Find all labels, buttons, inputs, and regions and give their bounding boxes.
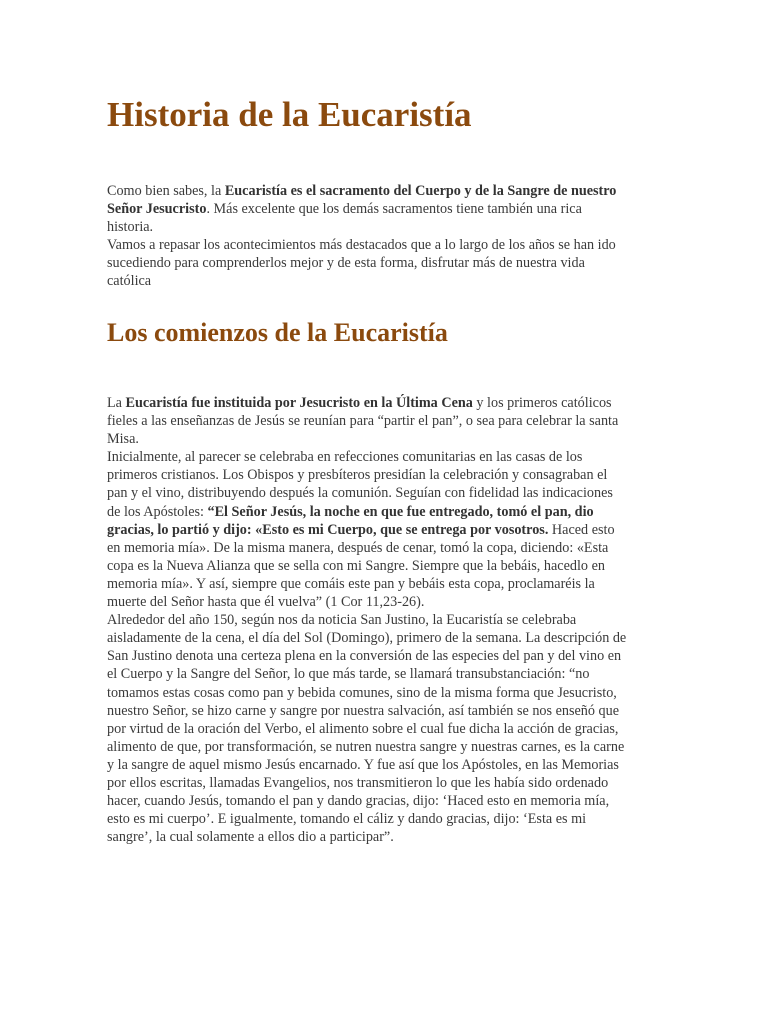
text-run: sucediendo para comprenderlos mejor y de esta forma, disfrutar más de nuestra vida bbox=[107, 255, 585, 272]
text-run: esto es mi cuerpo’. E igualmente, tomando el cáliz y dando gracias, dijo: ‘Esta es mi bbox=[107, 811, 587, 828]
text-line bbox=[107, 557, 667, 575]
text-run: San Justino denota una certeza plena en la conversión de las especies del pan y del vino en bbox=[107, 648, 622, 665]
text-line bbox=[107, 684, 667, 702]
text-line bbox=[107, 792, 667, 810]
text-run: y la sangre de aquel mismo Jesús encarnado. Y fue así que los Apóstoles, en las Memorias bbox=[107, 756, 619, 773]
text-run: por ellos escritas, llamadas Evangelios, nos transmitieron lo que les había sido ordenado bbox=[107, 774, 609, 791]
text-run: Inicialmente, al parecer se celebraba en refecciones comunitarias en las casas de los bbox=[107, 449, 583, 466]
text-run: historia. bbox=[107, 219, 154, 236]
text-line bbox=[107, 756, 667, 774]
text-line bbox=[107, 503, 667, 521]
section-heading: Los comienzos de la Eucaristía bbox=[107, 318, 448, 347]
text-run: Haced esto bbox=[548, 521, 615, 538]
intro-paragraph bbox=[107, 182, 667, 291]
text-run: sangre’, la cual solamente a ellos dio a participar”. bbox=[107, 829, 394, 846]
bold-text-run: Eucaristía fue instituida por Jesucristo en la Última Cena bbox=[125, 395, 473, 411]
text-line bbox=[107, 629, 667, 647]
text-line bbox=[107, 738, 667, 756]
text-line bbox=[107, 702, 667, 720]
text-line bbox=[107, 521, 667, 539]
text-line bbox=[107, 539, 667, 557]
text-line bbox=[107, 394, 667, 412]
text-run: Como bien sabes, la bbox=[107, 183, 225, 199]
text-run: primeros cristianos. Los Obispos y presbíteros presidían la celebración y consagraban el bbox=[107, 467, 608, 484]
text-run: hacer, cuando Jesús, tomando el pan y dando gracias, dijo: ‘Haced esto en memoria mía, bbox=[107, 793, 610, 810]
text-run: . Más excelente que los demás sacramentos tiene también una rica bbox=[206, 201, 582, 218]
text-line bbox=[107, 720, 667, 738]
text-run: el Cuerpo y la Sangre del Señor, lo que más tarde, se llamará transubstanciación: “no bbox=[107, 666, 590, 683]
text-line bbox=[107, 448, 667, 466]
text-run: nuestro Señor, se hizo carne y sangre por nuestra salvación, así también se nos enseñó que bbox=[107, 702, 619, 719]
text-run: alimento de que, por transformación, se nutren nuestra sangre y nuestras carnes, es la carne bbox=[107, 738, 625, 755]
text-line bbox=[107, 218, 667, 236]
text-run: tomamos estas cosas como pan y bebida comunes, sino de la misma forma que Jesucristo, bbox=[107, 684, 617, 701]
text-line bbox=[107, 665, 667, 683]
text-run: muerte del Señor hasta que él vuelva” (1 Cor 11,23-26). bbox=[107, 594, 425, 611]
text-line bbox=[107, 272, 667, 290]
text-line bbox=[107, 575, 667, 593]
text-line bbox=[107, 484, 667, 502]
text-line bbox=[107, 810, 667, 828]
text-line bbox=[107, 200, 667, 218]
text-run: copa es la Nueva Alianza que se sella con mi Sangre. Siempre que la bebáis, hacedlo en bbox=[107, 557, 605, 574]
text-line bbox=[107, 466, 667, 484]
text-line bbox=[107, 236, 667, 254]
text-line bbox=[107, 593, 667, 611]
text-line bbox=[107, 647, 667, 665]
text-run: Vamos a repasar los acontecimientos más destacados que a lo largo de los años se han ido bbox=[107, 237, 616, 254]
bold-text-run: “El Señor Jesús, la noche en que fue entregado, tomó el pan, dio bbox=[207, 503, 594, 520]
bold-text-run: gracias, lo partió y dijo: «Esto es mi Cuerpo, que se entrega por vosotros. bbox=[107, 521, 549, 538]
bold-text-run: Señor Jesucristo bbox=[107, 201, 207, 218]
text-run: La bbox=[107, 395, 126, 411]
text-line bbox=[107, 828, 667, 846]
text-line bbox=[107, 774, 667, 792]
text-run: católica bbox=[107, 273, 152, 290]
text-line bbox=[107, 182, 667, 200]
text-run: Alrededor del año 150, según nos da noticia San Justino, la Eucaristía se celebraba bbox=[107, 612, 577, 629]
text-line bbox=[107, 611, 667, 629]
text-line bbox=[107, 412, 667, 430]
text-run: de los Apóstoles: bbox=[107, 503, 208, 520]
page-title: Historia de la Eucaristía bbox=[107, 95, 472, 134]
text-run: pan y el vino, distribuyendo después la comunión. Seguían con fidelidad las indicaciones bbox=[107, 485, 613, 502]
text-run: en memoria mía». De la misma manera, después de cenar, tomó la copa, diciendo: «Esta bbox=[107, 539, 609, 556]
bold-text-run: Eucaristía es el sacramento del Cuerpo y de la Sangre de nuestro bbox=[224, 183, 617, 199]
text-run: Misa. bbox=[107, 431, 139, 448]
text-line bbox=[107, 430, 667, 448]
text-run: memoria mía». Y así, siempre que comáis este pan y bebáis esta copa, proclamaréis la bbox=[107, 575, 595, 592]
text-line bbox=[107, 254, 667, 272]
section-body bbox=[107, 394, 667, 846]
text-run: fieles a las enseñanzas de Jesús se reunían para “partir el pan”, o sea para celebrar la santa bbox=[107, 413, 619, 430]
text-run: por virtud de la oración del Verbo, el alimento sobre el cual fue dicha la acción de gracias, bbox=[107, 720, 619, 737]
text-run: y los primeros católicos bbox=[472, 395, 612, 411]
text-run: aisladamente de la cena, el día del Sol (Domingo), primero de la semana. La descripción de bbox=[107, 630, 627, 647]
